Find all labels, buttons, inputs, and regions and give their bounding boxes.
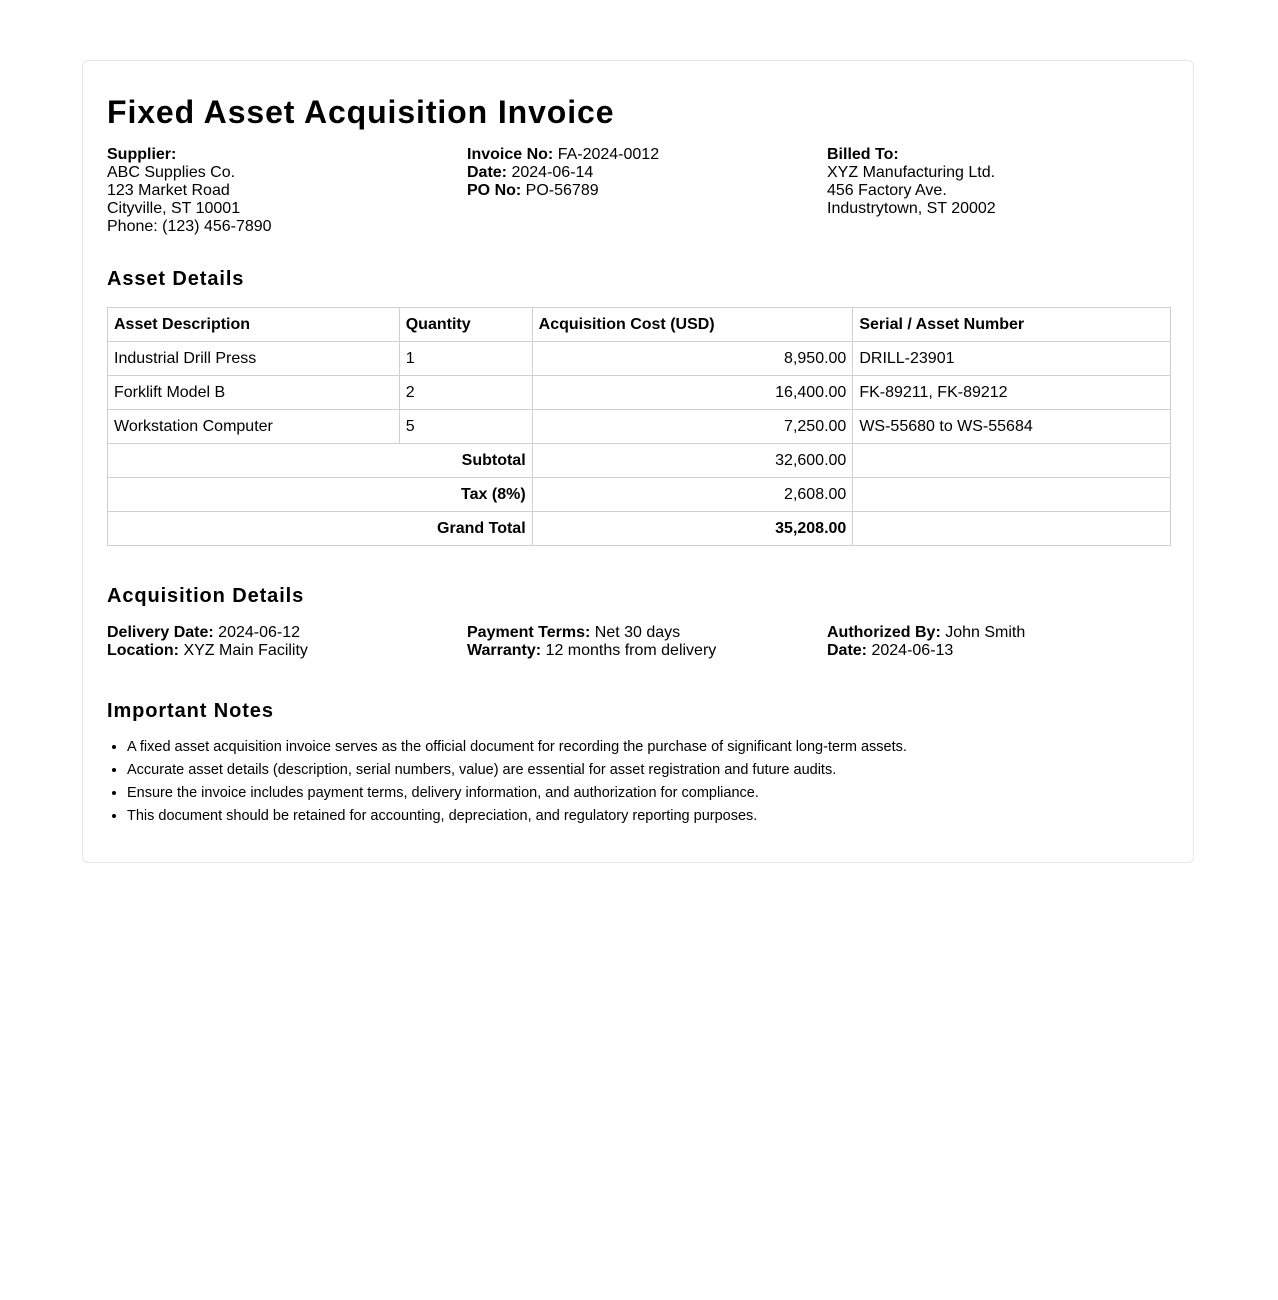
subtotal-value: 32,600.00 (532, 444, 853, 478)
po-no-label: PO No: (467, 182, 522, 199)
asset-cost: 16,400.00 (532, 376, 853, 410)
grand-total-row (108, 512, 1171, 546)
subtotal-empty-cell (853, 444, 1171, 478)
tax-value: 2,608.00 (532, 478, 853, 512)
important-notes-heading: Important Notes (107, 700, 274, 722)
supplier-address2: Cityville, ST 10001 (107, 200, 241, 217)
warranty-label: Warranty: (467, 642, 542, 659)
asset-serial: DRILL-23901 (853, 342, 1171, 376)
invoice-info-block (467, 146, 827, 236)
po-no: PO-56789 (525, 182, 599, 199)
table-row (108, 376, 1171, 410)
invoice-no-label: Invoice No: (467, 146, 554, 163)
list-item: • This document should be retained for accounting, depreciation, and regulatory reporting purposes. (127, 805, 907, 828)
list-item: • A fixed asset acquisition invoice serves as the official document for recording the purchase of significant long-term assets. (127, 736, 907, 759)
location: XYZ Main Facility (183, 642, 308, 659)
supplier-block (107, 146, 467, 236)
table-row (108, 410, 1171, 444)
asset-cost: 8,950.00 (532, 342, 853, 376)
payment-terms: Net 30 days (594, 624, 681, 641)
asset-table-header (108, 308, 1171, 342)
supplier-label: Supplier: (107, 146, 177, 163)
supplier-name: ABC Supplies Co. (107, 164, 236, 181)
asset-table (107, 307, 1171, 546)
subtotal-label: Subtotal (108, 444, 533, 478)
col-acquisition-cost: Acquisition Cost (USD) (532, 308, 853, 342)
asset-cost: 7,250.00 (532, 410, 853, 444)
invoice-date: 2024-06-14 (511, 164, 594, 181)
asset-description: Forklift Model B (108, 376, 400, 410)
authorized-by: John Smith (945, 624, 1026, 641)
supplier-phone: Phone: (123) 456-7890 (107, 218, 272, 235)
delivery-block (107, 624, 467, 660)
acquisition-details (107, 624, 1187, 660)
warranty: 12 months from delivery (545, 642, 717, 659)
tax-label: Tax (8%) (108, 478, 533, 512)
invoice-title: Fixed Asset Acquisition Invoice (107, 94, 615, 130)
billed-to-block (827, 146, 1187, 236)
tax-empty-cell (853, 478, 1171, 512)
supplier-address1: 123 Market Road (107, 182, 230, 199)
invoice-date-label: Date: (467, 164, 508, 181)
grand-total-empty-cell (853, 512, 1171, 546)
location-label: Location: (107, 642, 179, 659)
invoice-header (107, 146, 1187, 236)
table-row (108, 342, 1171, 376)
authorization-date: 2024-06-13 (871, 642, 954, 659)
terms-block (467, 624, 827, 660)
col-asset-description: Asset Description (108, 308, 400, 342)
asset-description: Workstation Computer (108, 410, 400, 444)
list-item: • Ensure the invoice includes payment terms, delivery information, and authorization for compliance. (127, 782, 907, 805)
billed-to-name: XYZ Manufacturing Ltd. (827, 164, 996, 181)
asset-serial: FK-89211, FK-89212 (853, 376, 1171, 410)
delivery-date-label: Delivery Date: (107, 624, 214, 641)
list-item: • Accurate asset details (description, serial numbers, value) are essential for asset registration and future audits. (127, 759, 907, 782)
asset-serial: WS-55680 to WS-55684 (853, 410, 1171, 444)
grand-total-label: Grand Total (108, 512, 533, 546)
payment-terms-label: Payment Terms: (467, 624, 591, 641)
acquisition-details-heading: Acquisition Details (107, 585, 305, 607)
asset-details-heading: Asset Details (107, 268, 245, 290)
col-serial-number: Serial / Asset Number (853, 308, 1171, 342)
authorized-by-label: Authorized By: (827, 624, 941, 641)
asset-quantity: 2 (399, 376, 532, 410)
billed-to-label: Billed To: (827, 146, 899, 163)
asset-quantity: 5 (399, 410, 532, 444)
asset-description: Industrial Drill Press (108, 342, 400, 376)
subtotal-row (108, 444, 1171, 478)
authorization-block (827, 624, 1187, 660)
asset-quantity: 1 (399, 342, 532, 376)
billed-to-address2: Industrytown, ST 20002 (827, 200, 996, 217)
grand-total-value: 35,208.00 (532, 512, 853, 546)
notes-list (107, 736, 907, 828)
invoice-card (82, 60, 1194, 863)
delivery-date: 2024-06-12 (218, 624, 301, 641)
authorization-date-label: Date: (827, 642, 868, 659)
invoice-no: FA-2024-0012 (557, 146, 660, 163)
tax-row (108, 478, 1171, 512)
col-quantity: Quantity (399, 308, 532, 342)
billed-to-address1: 456 Factory Ave. (827, 182, 947, 199)
